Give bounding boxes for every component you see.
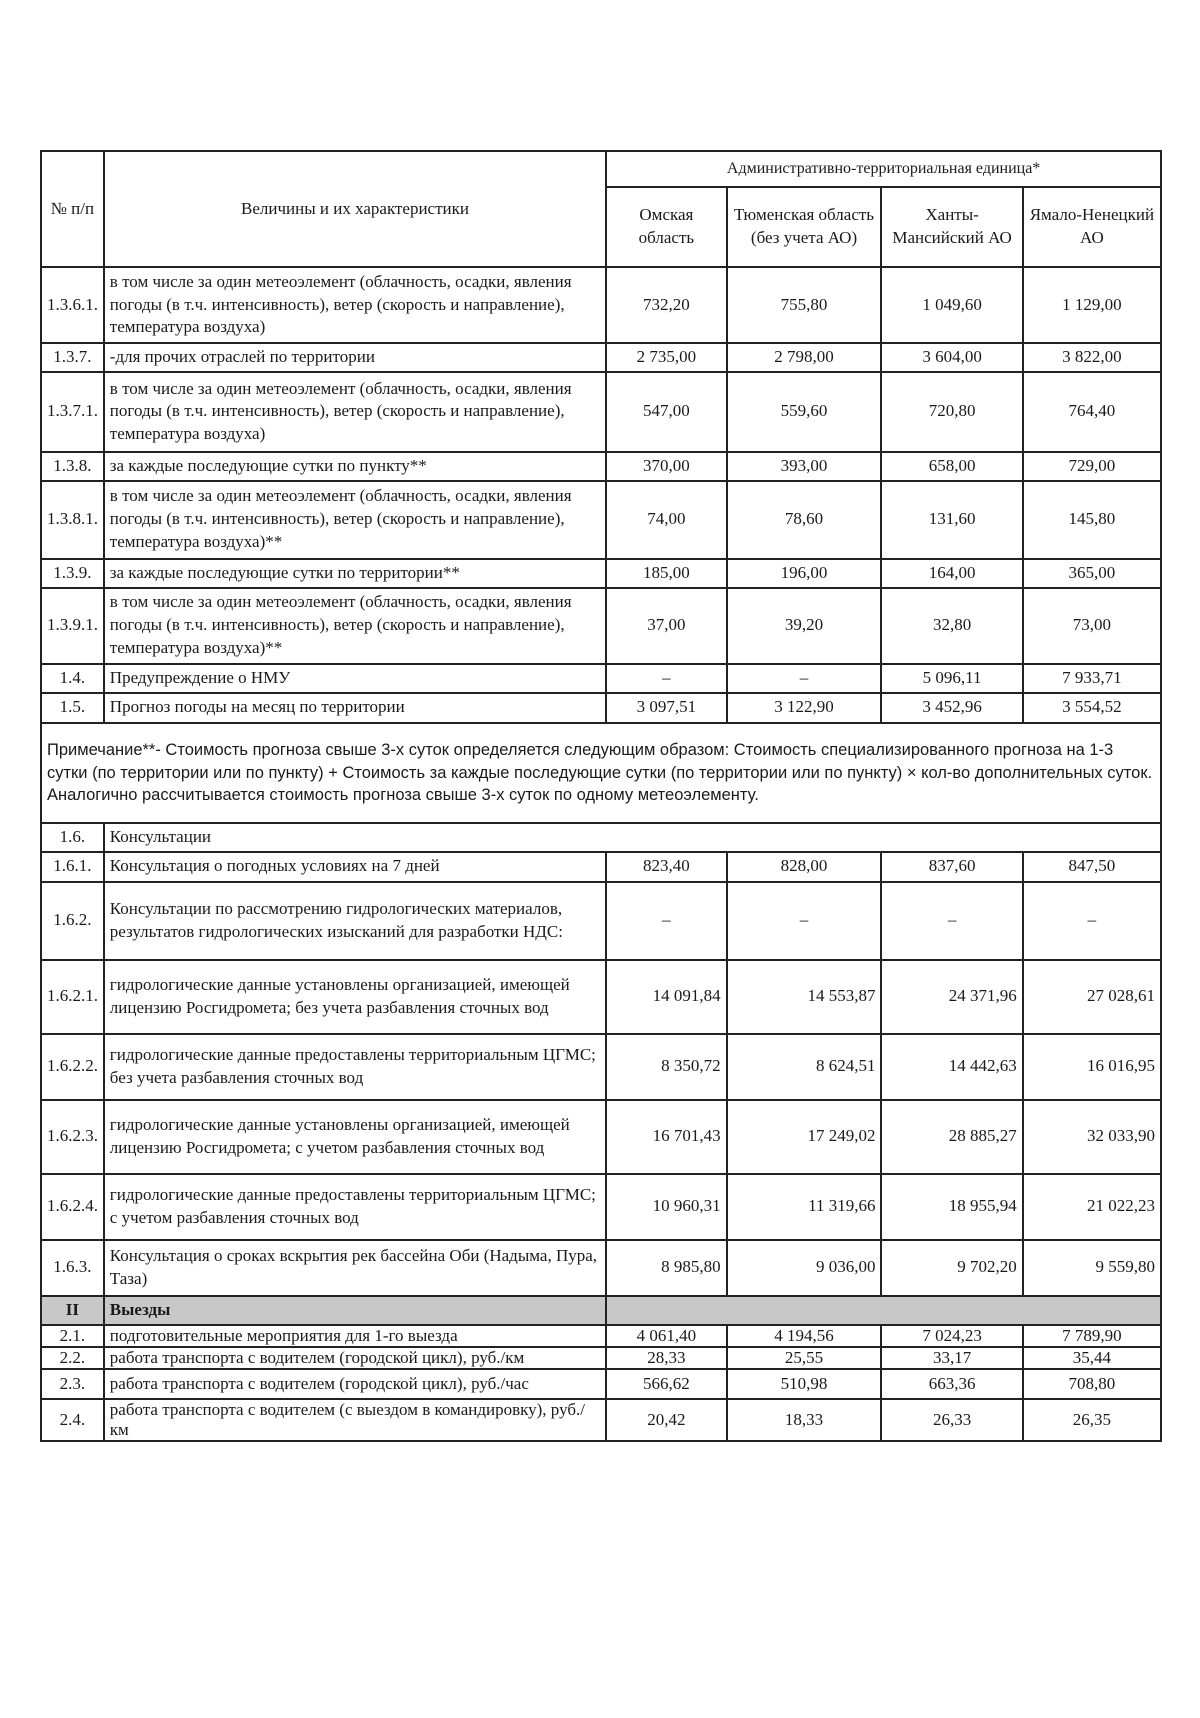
row-value: 24 371,96	[881, 960, 1022, 1034]
section-row	[41, 1296, 1161, 1325]
row-value: 566,62	[606, 1369, 726, 1399]
row-description: работа транспорта с водителем (городской цикл), руб./км	[104, 1347, 606, 1369]
row-value: 26,35	[1023, 1399, 1161, 1441]
row-value: 393,00	[727, 452, 882, 481]
header-col-khmao: Ханты-Мансийский АО	[881, 187, 1022, 267]
table-row	[41, 372, 1161, 452]
table-row	[41, 664, 1161, 693]
row-value: 8 985,80	[606, 1240, 726, 1296]
row-value: –	[727, 882, 882, 960]
row-number: 1.3.8.	[41, 452, 104, 481]
row-description: гидрологические данные установлены организацией, имеющей лицензию Росгидромета; без учета разбавления сточных вод	[104, 960, 606, 1034]
row-value: 547,00	[606, 372, 726, 452]
table-body	[41, 267, 1161, 1441]
row-value: 1 049,60	[881, 267, 1022, 343]
row-number: 1.4.	[41, 664, 104, 693]
row-value: 16 701,43	[606, 1100, 726, 1174]
table-row	[41, 1369, 1161, 1399]
header-col-tyumen: Тюменская область (без учета АО)	[727, 187, 882, 267]
row-number: 1.5.	[41, 693, 104, 723]
row-value: 32,80	[881, 588, 1022, 664]
tariff-table	[40, 150, 1162, 1442]
row-value: 8 350,72	[606, 1034, 726, 1100]
row-value: 5 096,11	[881, 664, 1022, 693]
row-value: 28,33	[606, 1347, 726, 1369]
row-value: 729,00	[1023, 452, 1161, 481]
row-description: Консультации по рассмотрению гидрологических материалов, результатов гидрологических изысканий для разработки НДС:	[104, 882, 606, 960]
row-value: 720,80	[881, 372, 1022, 452]
row-value: 708,80	[1023, 1369, 1161, 1399]
row-value: 847,50	[1023, 852, 1161, 882]
row-description: гидрологические данные предоставлены территориальным ЦГМС; без учета разбавления сточных вод	[104, 1034, 606, 1100]
row-number: 1.3.9.1.	[41, 588, 104, 664]
row-value: 365,00	[1023, 559, 1161, 588]
row-value: 74,00	[606, 481, 726, 559]
row-description: за каждые последующие сутки по территории**	[104, 559, 606, 588]
row-value: 17 249,02	[727, 1100, 882, 1174]
row-value: 9 559,80	[1023, 1240, 1161, 1296]
row-value: 3 097,51	[606, 693, 726, 723]
row-value: –	[1023, 882, 1161, 960]
row-value: 16 016,95	[1023, 1034, 1161, 1100]
table-row	[41, 452, 1161, 481]
row-value: 32 033,90	[1023, 1100, 1161, 1174]
row-value: 3 122,90	[727, 693, 882, 723]
row-value: 145,80	[1023, 481, 1161, 559]
footnote-text: Примечание**- Стоимость прогноза свыше 3-х суток определяется следующим образом: Стоимость специализированного прогноза на 1-3 сутки (по территории или по пункту) + Стоимость за каждые последующие сутки (по территории или по пункту) × кол-во дополнительных суток. Аналогично рассчитывается стоимость прогноза свыше 3-х суток по одному метеоэлементу.	[41, 723, 1161, 823]
row-value: 185,00	[606, 559, 726, 588]
table-row	[41, 343, 1161, 372]
row-value: 18 955,94	[881, 1174, 1022, 1240]
row-value: 39,20	[727, 588, 882, 664]
row-description: в том числе за один метеоэлемент (облачность, осадки, явления погоды (в т.ч. интенсивность), ветер (скорость и направление), температура воздуха)	[104, 267, 606, 343]
row-value: 764,40	[1023, 372, 1161, 452]
row-number: 2.4.	[41, 1399, 104, 1441]
row-value: 2 735,00	[606, 343, 726, 372]
row-value: 3 452,96	[881, 693, 1022, 723]
row-value: 164,00	[881, 559, 1022, 588]
row-value: 35,44	[1023, 1347, 1161, 1369]
row-description: -для прочих отраслей по территории	[104, 343, 606, 372]
row-value: 14 091,84	[606, 960, 726, 1034]
table-row	[41, 481, 1161, 559]
row-number: 1.3.7.	[41, 343, 104, 372]
row-number: 1.6.2.	[41, 882, 104, 960]
table-row	[41, 960, 1161, 1034]
row-number: 1.6.	[41, 823, 104, 852]
note-row	[41, 723, 1161, 823]
row-value: 559,60	[727, 372, 882, 452]
row-value: 10 960,31	[606, 1174, 726, 1240]
row-value: 25,55	[727, 1347, 882, 1369]
table-row	[41, 267, 1161, 343]
row-value: 3 554,52	[1023, 693, 1161, 723]
row-value: –	[606, 882, 726, 960]
row-value: 28 885,27	[881, 1100, 1022, 1174]
row-value: –	[881, 882, 1022, 960]
row-number: 1.6.2.4.	[41, 1174, 104, 1240]
table-row	[41, 1347, 1161, 1369]
row-description: подготовительные мероприятия для 1-го выезда	[104, 1325, 606, 1347]
row-value: 7 933,71	[1023, 664, 1161, 693]
row-value: 21 022,23	[1023, 1174, 1161, 1240]
section-number: II	[41, 1296, 104, 1325]
row-description: Консультация о сроках вскрытия рек бассейна Оби (Надыма, Пура, Таза)	[104, 1240, 606, 1296]
row-value: 196,00	[727, 559, 882, 588]
row-value: 9 702,20	[881, 1240, 1022, 1296]
table-row	[41, 588, 1161, 664]
row-value: 837,60	[881, 852, 1022, 882]
row-description: за каждые последующие сутки по пункту**	[104, 452, 606, 481]
table-row	[41, 1174, 1161, 1240]
row-value: 2 798,00	[727, 343, 882, 372]
row-number: 1.6.2.3.	[41, 1100, 104, 1174]
row-value: 9 036,00	[727, 1240, 882, 1296]
header-group: Административно-территориальная единица*	[606, 151, 1161, 187]
table-row	[41, 1399, 1161, 1441]
row-value: 3 604,00	[881, 343, 1022, 372]
row-description: в том числе за один метеоэлемент (облачность, осадки, явления погоды (в т.ч. интенсивность), ветер (скорость и направление), температура воздуха)**	[104, 588, 606, 664]
row-description: работа транспорта с водителем (городской цикл), руб./час	[104, 1369, 606, 1399]
row-value: 73,00	[1023, 588, 1161, 664]
row-value: 510,98	[727, 1369, 882, 1399]
row-value: 78,60	[727, 481, 882, 559]
row-value: 4 194,56	[727, 1325, 882, 1347]
row-value: 1 129,00	[1023, 267, 1161, 343]
row-description: Прогноз погоды на месяц по территории	[104, 693, 606, 723]
consult-header-row	[41, 823, 1161, 852]
row-value: 3 822,00	[1023, 343, 1161, 372]
row-number: 1.6.3.	[41, 1240, 104, 1296]
row-number: 1.3.7.1.	[41, 372, 104, 452]
header-col-omsk: Омская область	[606, 187, 726, 267]
row-value: 663,36	[881, 1369, 1022, 1399]
row-value: 755,80	[727, 267, 882, 343]
row-value: 14 553,87	[727, 960, 882, 1034]
row-value: 828,00	[727, 852, 882, 882]
row-value: 7 789,90	[1023, 1325, 1161, 1347]
row-number: 1.3.8.1.	[41, 481, 104, 559]
row-value: 370,00	[606, 452, 726, 481]
row-description: гидрологические данные предоставлены территориальным ЦГМС; с учетом разбавления сточных вод	[104, 1174, 606, 1240]
row-number: 2.3.	[41, 1369, 104, 1399]
row-value: –	[727, 664, 882, 693]
row-value: –	[606, 664, 726, 693]
row-value: 37,00	[606, 588, 726, 664]
header-col-yanao: Ямало-Ненецкий АО	[1023, 187, 1161, 267]
row-value: 27 028,61	[1023, 960, 1161, 1034]
row-number: 1.6.2.1.	[41, 960, 104, 1034]
table-row	[41, 882, 1161, 960]
row-value: 8 624,51	[727, 1034, 882, 1100]
row-value: 18,33	[727, 1399, 882, 1441]
row-value: 658,00	[881, 452, 1022, 481]
row-value: 732,20	[606, 267, 726, 343]
row-value: 20,42	[606, 1399, 726, 1441]
consult-section-title: Консультации	[104, 823, 1161, 852]
row-number: 2.1.	[41, 1325, 104, 1347]
table-row	[41, 1100, 1161, 1174]
section-title: Выезды	[104, 1296, 606, 1325]
row-description: в том числе за один метеоэлемент (облачность, осадки, явления погоды (в т.ч. интенсивность), ветер (скорость и направление), температура воздуха)**	[104, 481, 606, 559]
row-value: 33,17	[881, 1347, 1022, 1369]
table-row	[41, 1325, 1161, 1347]
row-description: гидрологические данные установлены организацией, имеющей лицензию Росгидромета; с учетом разбавления сточных вод	[104, 1100, 606, 1174]
row-description: Предупреждение о НМУ	[104, 664, 606, 693]
row-number: 2.2.	[41, 1347, 104, 1369]
row-description: работа транспорта с водителем (с выездом в командировку), руб./км	[104, 1399, 606, 1441]
row-value: 14 442,63	[881, 1034, 1022, 1100]
row-number: 1.6.1.	[41, 852, 104, 882]
row-description: в том числе за один метеоэлемент (облачность, осадки, явления погоды (в т.ч. интенсивность), ветер (скорость и направление), температура воздуха)	[104, 372, 606, 452]
table-row	[41, 693, 1161, 723]
row-description: Консультация о погодных условиях на 7 дней	[104, 852, 606, 882]
header-num: № п/п	[41, 151, 104, 267]
table-row	[41, 1034, 1161, 1100]
row-value: 26,33	[881, 1399, 1022, 1441]
row-value: 131,60	[881, 481, 1022, 559]
row-value: 7 024,23	[881, 1325, 1022, 1347]
row-value: 11 319,66	[727, 1174, 882, 1240]
header-description: Величины и их характеристики	[104, 151, 606, 267]
row-number: 1.3.9.	[41, 559, 104, 588]
table-row	[41, 559, 1161, 588]
section-fill	[606, 1296, 1161, 1325]
row-value: 4 061,40	[606, 1325, 726, 1347]
row-value: 823,40	[606, 852, 726, 882]
row-number: 1.6.2.2.	[41, 1034, 104, 1100]
table-row	[41, 1240, 1161, 1296]
row-number: 1.3.6.1.	[41, 267, 104, 343]
table-row	[41, 852, 1161, 882]
